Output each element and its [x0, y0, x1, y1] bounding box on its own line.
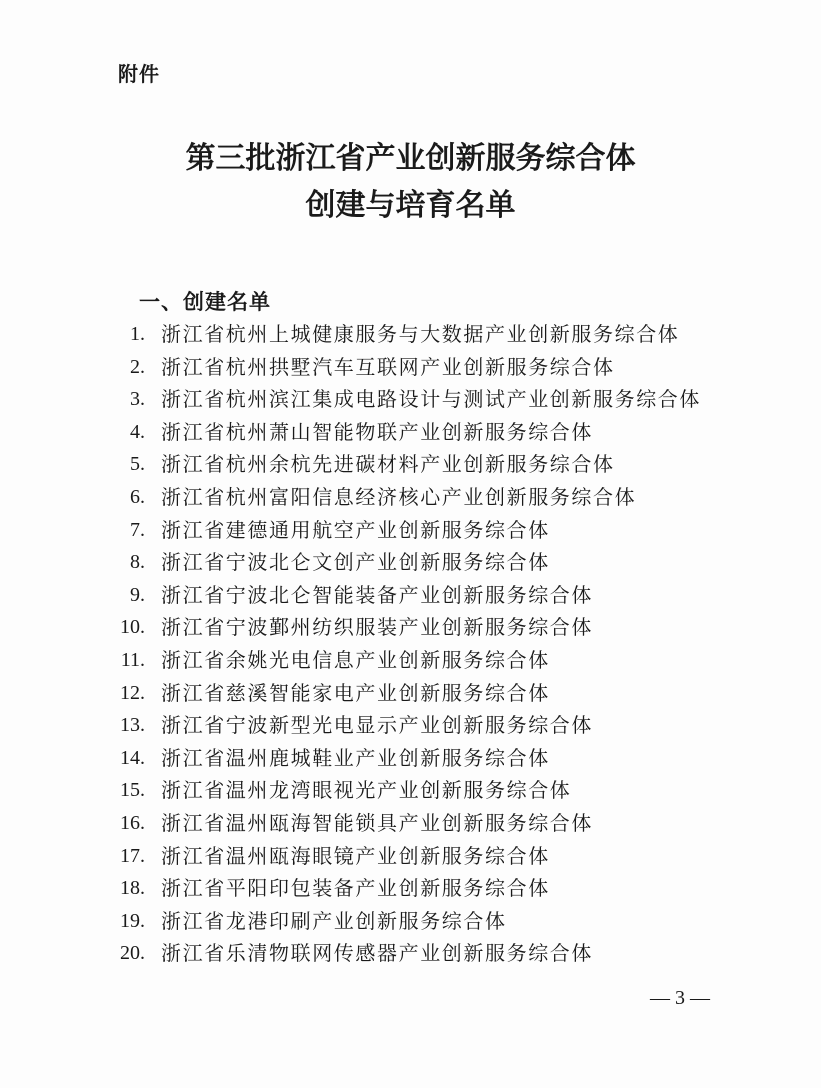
- list-item: [0, 872, 821, 905]
- list-item-name: 浙江省杭州拱墅汽车互联网产业创新服务综合体: [161, 354, 615, 379]
- list-item-number: 20.: [120, 942, 145, 965]
- list-item-number: 12.: [120, 681, 145, 704]
- list-item-number: 14.: [120, 746, 145, 769]
- list-item-number: 11.: [120, 648, 145, 671]
- list-item-name: 浙江省杭州余杭先进碳材料产业创新服务综合体: [161, 452, 615, 477]
- section-heading: 一、创建名单: [139, 290, 271, 314]
- list-item: [0, 514, 821, 547]
- list-item-name: 浙江省宁波北仑智能装备产业创新服务综合体: [161, 582, 593, 607]
- list-item-number: 7.: [130, 518, 145, 541]
- creation-list: [0, 318, 821, 970]
- list-item: [0, 807, 821, 840]
- list-item-number: 13.: [120, 714, 145, 737]
- document-title-line-1: 第三批浙江省产业创新服务综合体: [185, 141, 636, 176]
- list-item-name: 浙江省温州龙湾眼视光产业创新服务综合体: [161, 778, 572, 803]
- list-item: [0, 905, 821, 938]
- list-item-number: 8.: [130, 551, 145, 574]
- list-item-name: 浙江省杭州上城健康服务与大数据产业创新服务综合体: [161, 322, 680, 346]
- list-item-number: 9.: [130, 583, 145, 606]
- list-item: [0, 774, 821, 807]
- list-item-number: 6.: [130, 485, 145, 508]
- list-item-name: 浙江省温州瓯海眼镜产业创新服务综合体: [161, 843, 550, 868]
- list-item: [0, 644, 821, 677]
- list-item: [0, 318, 821, 351]
- list-item-name: 浙江省乐清物联网传感器产业创新服务综合体: [161, 941, 593, 966]
- list-item-name: 浙江省杭州滨江集成电路设计与测试产业创新服务综合体: [161, 387, 701, 412]
- list-item-number: 16.: [120, 811, 145, 834]
- list-item: [0, 416, 821, 449]
- list-item-number: 18.: [120, 877, 145, 900]
- list-item-number: 5.: [130, 453, 145, 476]
- list-item-name: 浙江省龙港印刷产业创新服务综合体: [161, 908, 507, 933]
- list-item-name: 浙江省杭州富阳信息经济核心产业创新服务综合体: [161, 484, 637, 509]
- list-item-name: 浙江省余姚光电信息产业创新服务综合体: [161, 647, 550, 672]
- document-title-line-2: 创建与培育名单: [305, 188, 516, 223]
- list-item: [0, 448, 821, 481]
- list-item-number: 4.: [130, 420, 145, 443]
- attachment-label: 附件: [118, 62, 160, 86]
- list-item: [0, 481, 821, 514]
- list-item: [0, 742, 821, 775]
- list-item-name: 浙江省建德通用航空产业创新服务综合体: [161, 517, 550, 542]
- list-item-name: 浙江省温州瓯海智能锁具产业创新服务综合体: [161, 810, 593, 835]
- list-item-name: 浙江省宁波北仑文创产业创新服务综合体: [161, 550, 550, 575]
- list-item: [0, 579, 821, 612]
- list-item: [0, 840, 821, 873]
- list-item-number: 10.: [120, 616, 145, 639]
- list-item-name: 浙江省宁波鄞州纺织服装产业创新服务综合体: [161, 615, 593, 640]
- list-item-name: 浙江省杭州萧山智能物联产业创新服务综合体: [161, 419, 593, 444]
- list-item: [0, 677, 821, 710]
- list-item-number: 2.: [130, 355, 145, 378]
- list-item: [0, 611, 821, 644]
- list-item-name: 浙江省慈溪智能家电产业创新服务综合体: [161, 680, 550, 705]
- list-item-number: 17.: [120, 844, 145, 867]
- list-item-number: 3.: [130, 388, 145, 411]
- list-item-name: 浙江省平阳印包装备产业创新服务综合体: [161, 876, 550, 901]
- list-item: [0, 546, 821, 579]
- list-item-number: 15.: [120, 779, 145, 802]
- list-item-name: 浙江省宁波新型光电显示产业创新服务综合体: [161, 713, 593, 738]
- page-number: — 3 —: [650, 987, 710, 1009]
- list-item: [0, 709, 821, 742]
- list-item-number: 19.: [120, 909, 145, 932]
- list-item: [0, 383, 821, 416]
- list-item: [0, 351, 821, 384]
- list-item: [0, 937, 821, 970]
- list-item-name: 浙江省温州鹿城鞋业产业创新服务综合体: [161, 745, 550, 770]
- list-item-number: 1.: [130, 323, 145, 345]
